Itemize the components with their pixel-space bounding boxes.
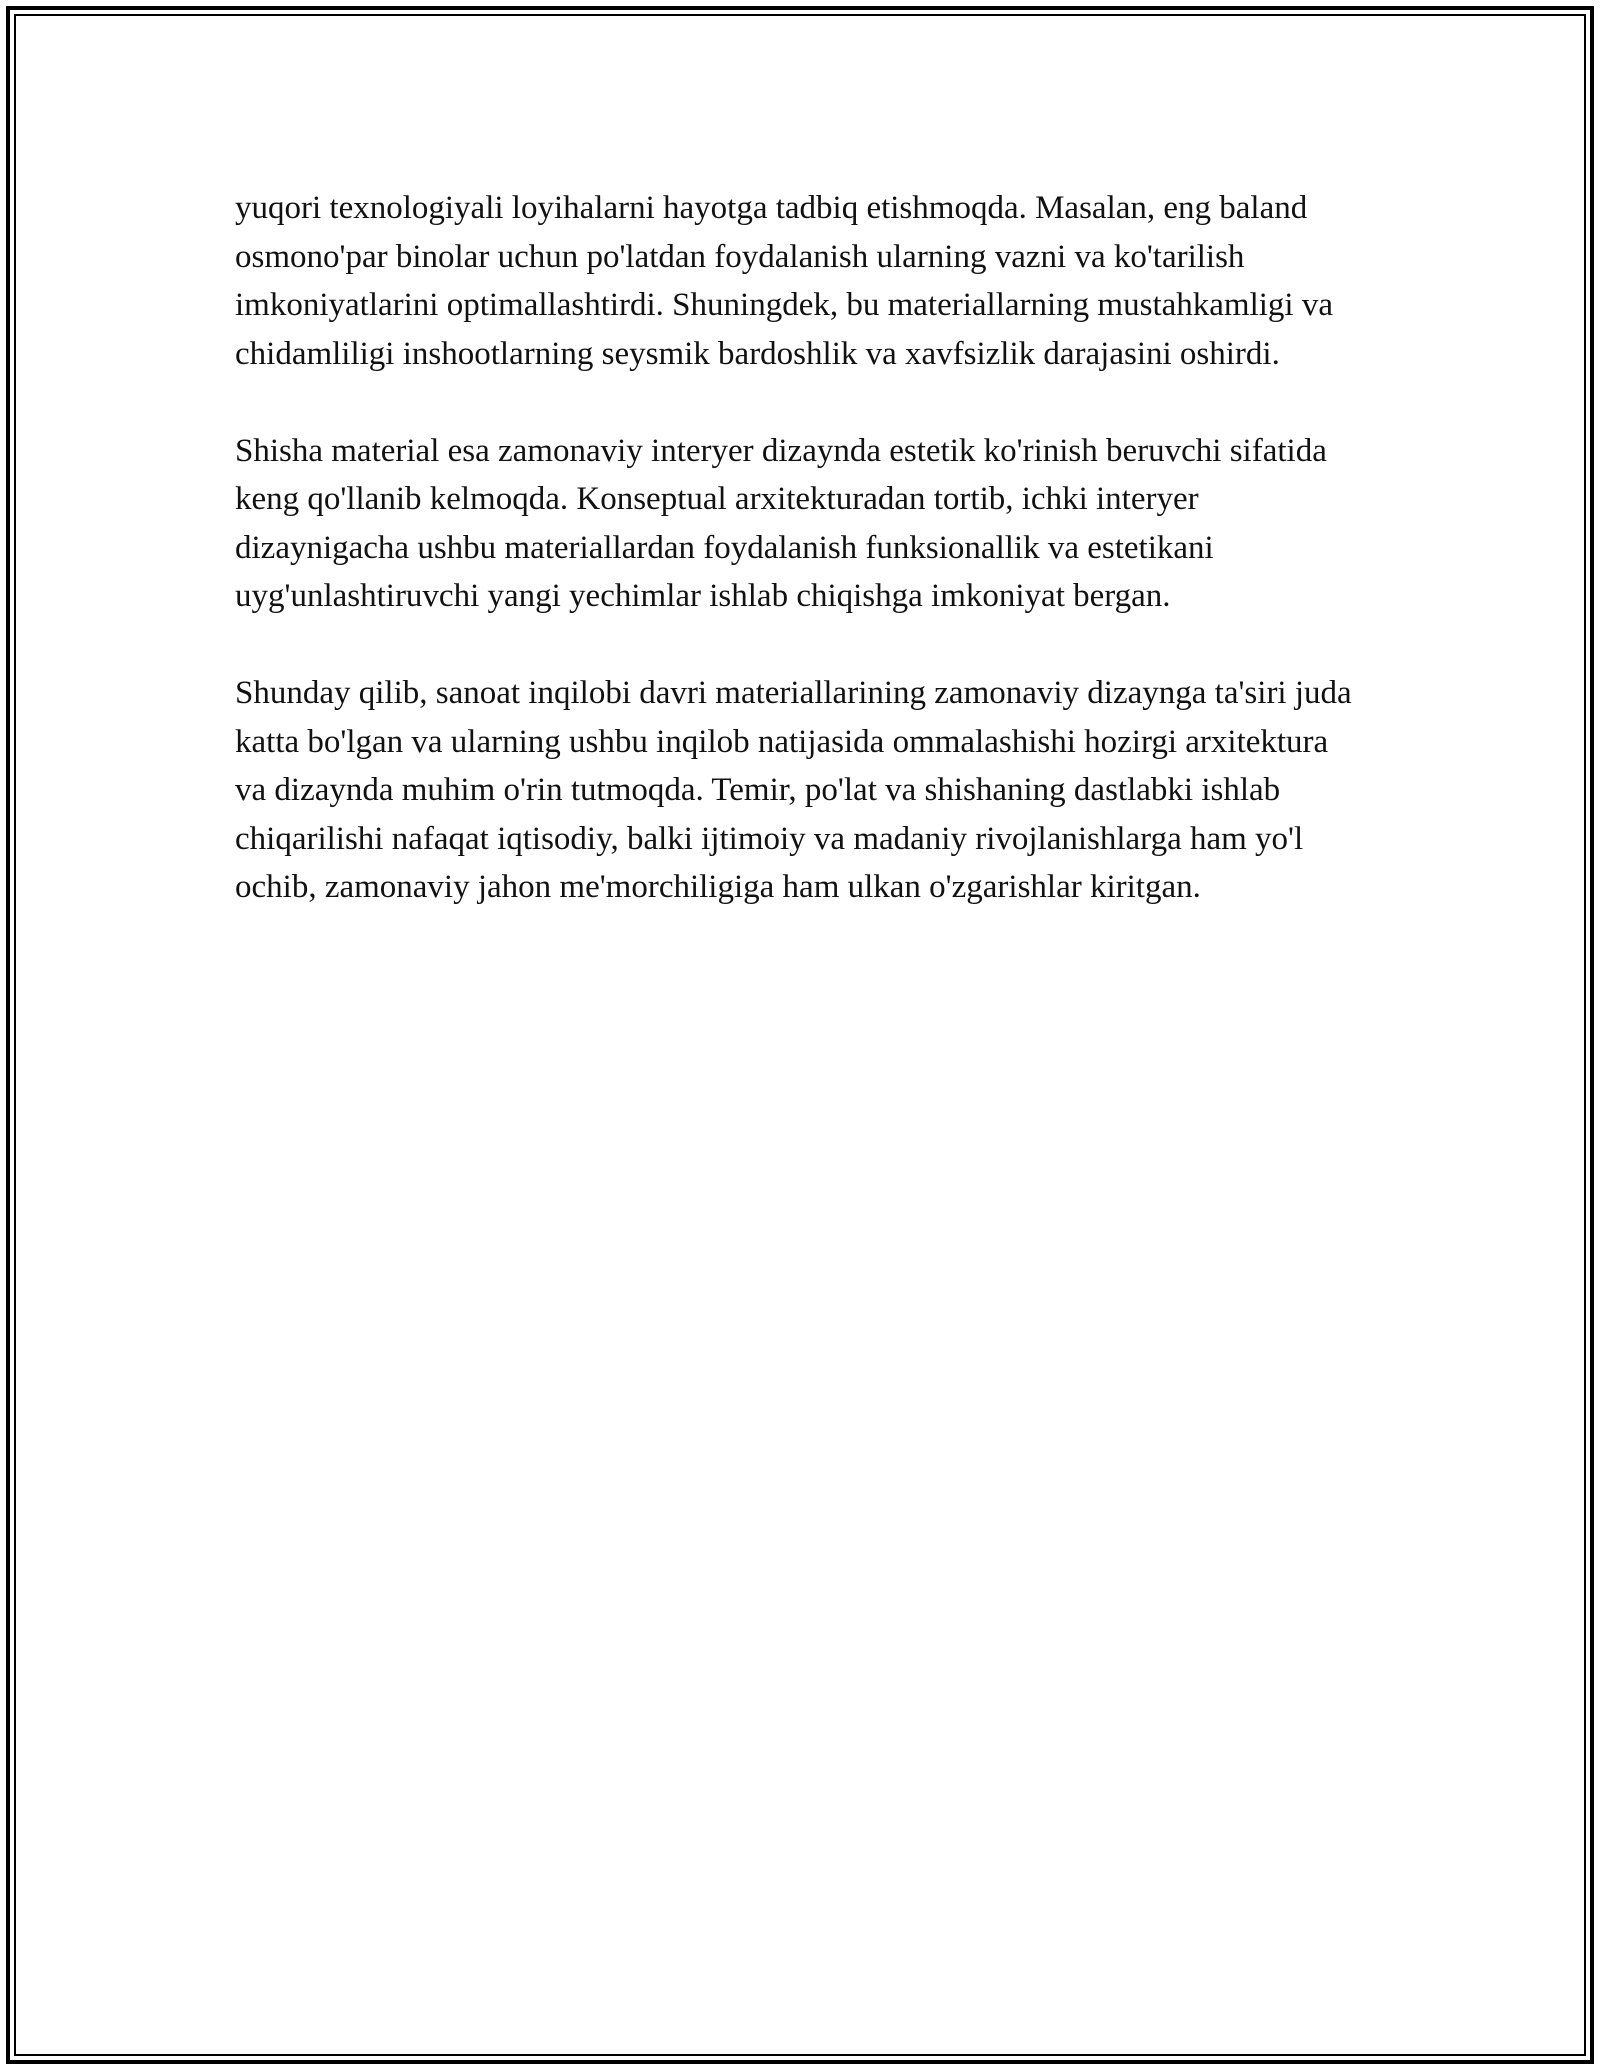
paragraph-3: Shunday qilib, sanoat inqilobi davri materiallarining zamonaviy dizaynga ta'siri juda katta bo'lgan va ularning ushbu inqilob natijasida ommalashishi hozirgi arxitektura va dizaynda muhim o'rin tutmoqda. Temir, po'lat va shishaning dastlabki ishlab chiqarilishi nafaqat iqtisodiy, balki ijtimoiy va madaniy rivojlanishlarga ham yo'l ochib, zamonaviy jahon me'morchiligiga ham ulkan o'zgarishlar kiritgan. bbox=[235, 675, 1352, 905]
document-body bbox=[235, 184, 1365, 912]
paragraph-2: Shisha material esa zamonaviy interyer dizaynda estetik ko'rinish beruvchi sifatida keng qo'llanib kelmoqda. Konseptual arxitekturadan tortib, ichki interyer dizaynigacha ushbu materiallardan foydalanish funksionallik va estetikani uyg'unlashtiruvchi yangi yechimlar ishlab chiqishga imkoniyat bergan. bbox=[235, 432, 1327, 614]
paragraph-1: yuqori texnologiyali loyihalarni hayotga tadbiq etishmoqda. Masalan, eng baland osmono'par binolar uchun po'latdan foydalanish ularning vazni va ko'tarilish imkoniyatlarini optimallashtirdi. Shuningdek, bu materiallarning mustahkamligi va chidamliligi inshootlarning seysmik bardoshlik va xavfsizlik darajasini oshirdi. bbox=[235, 190, 1333, 372]
